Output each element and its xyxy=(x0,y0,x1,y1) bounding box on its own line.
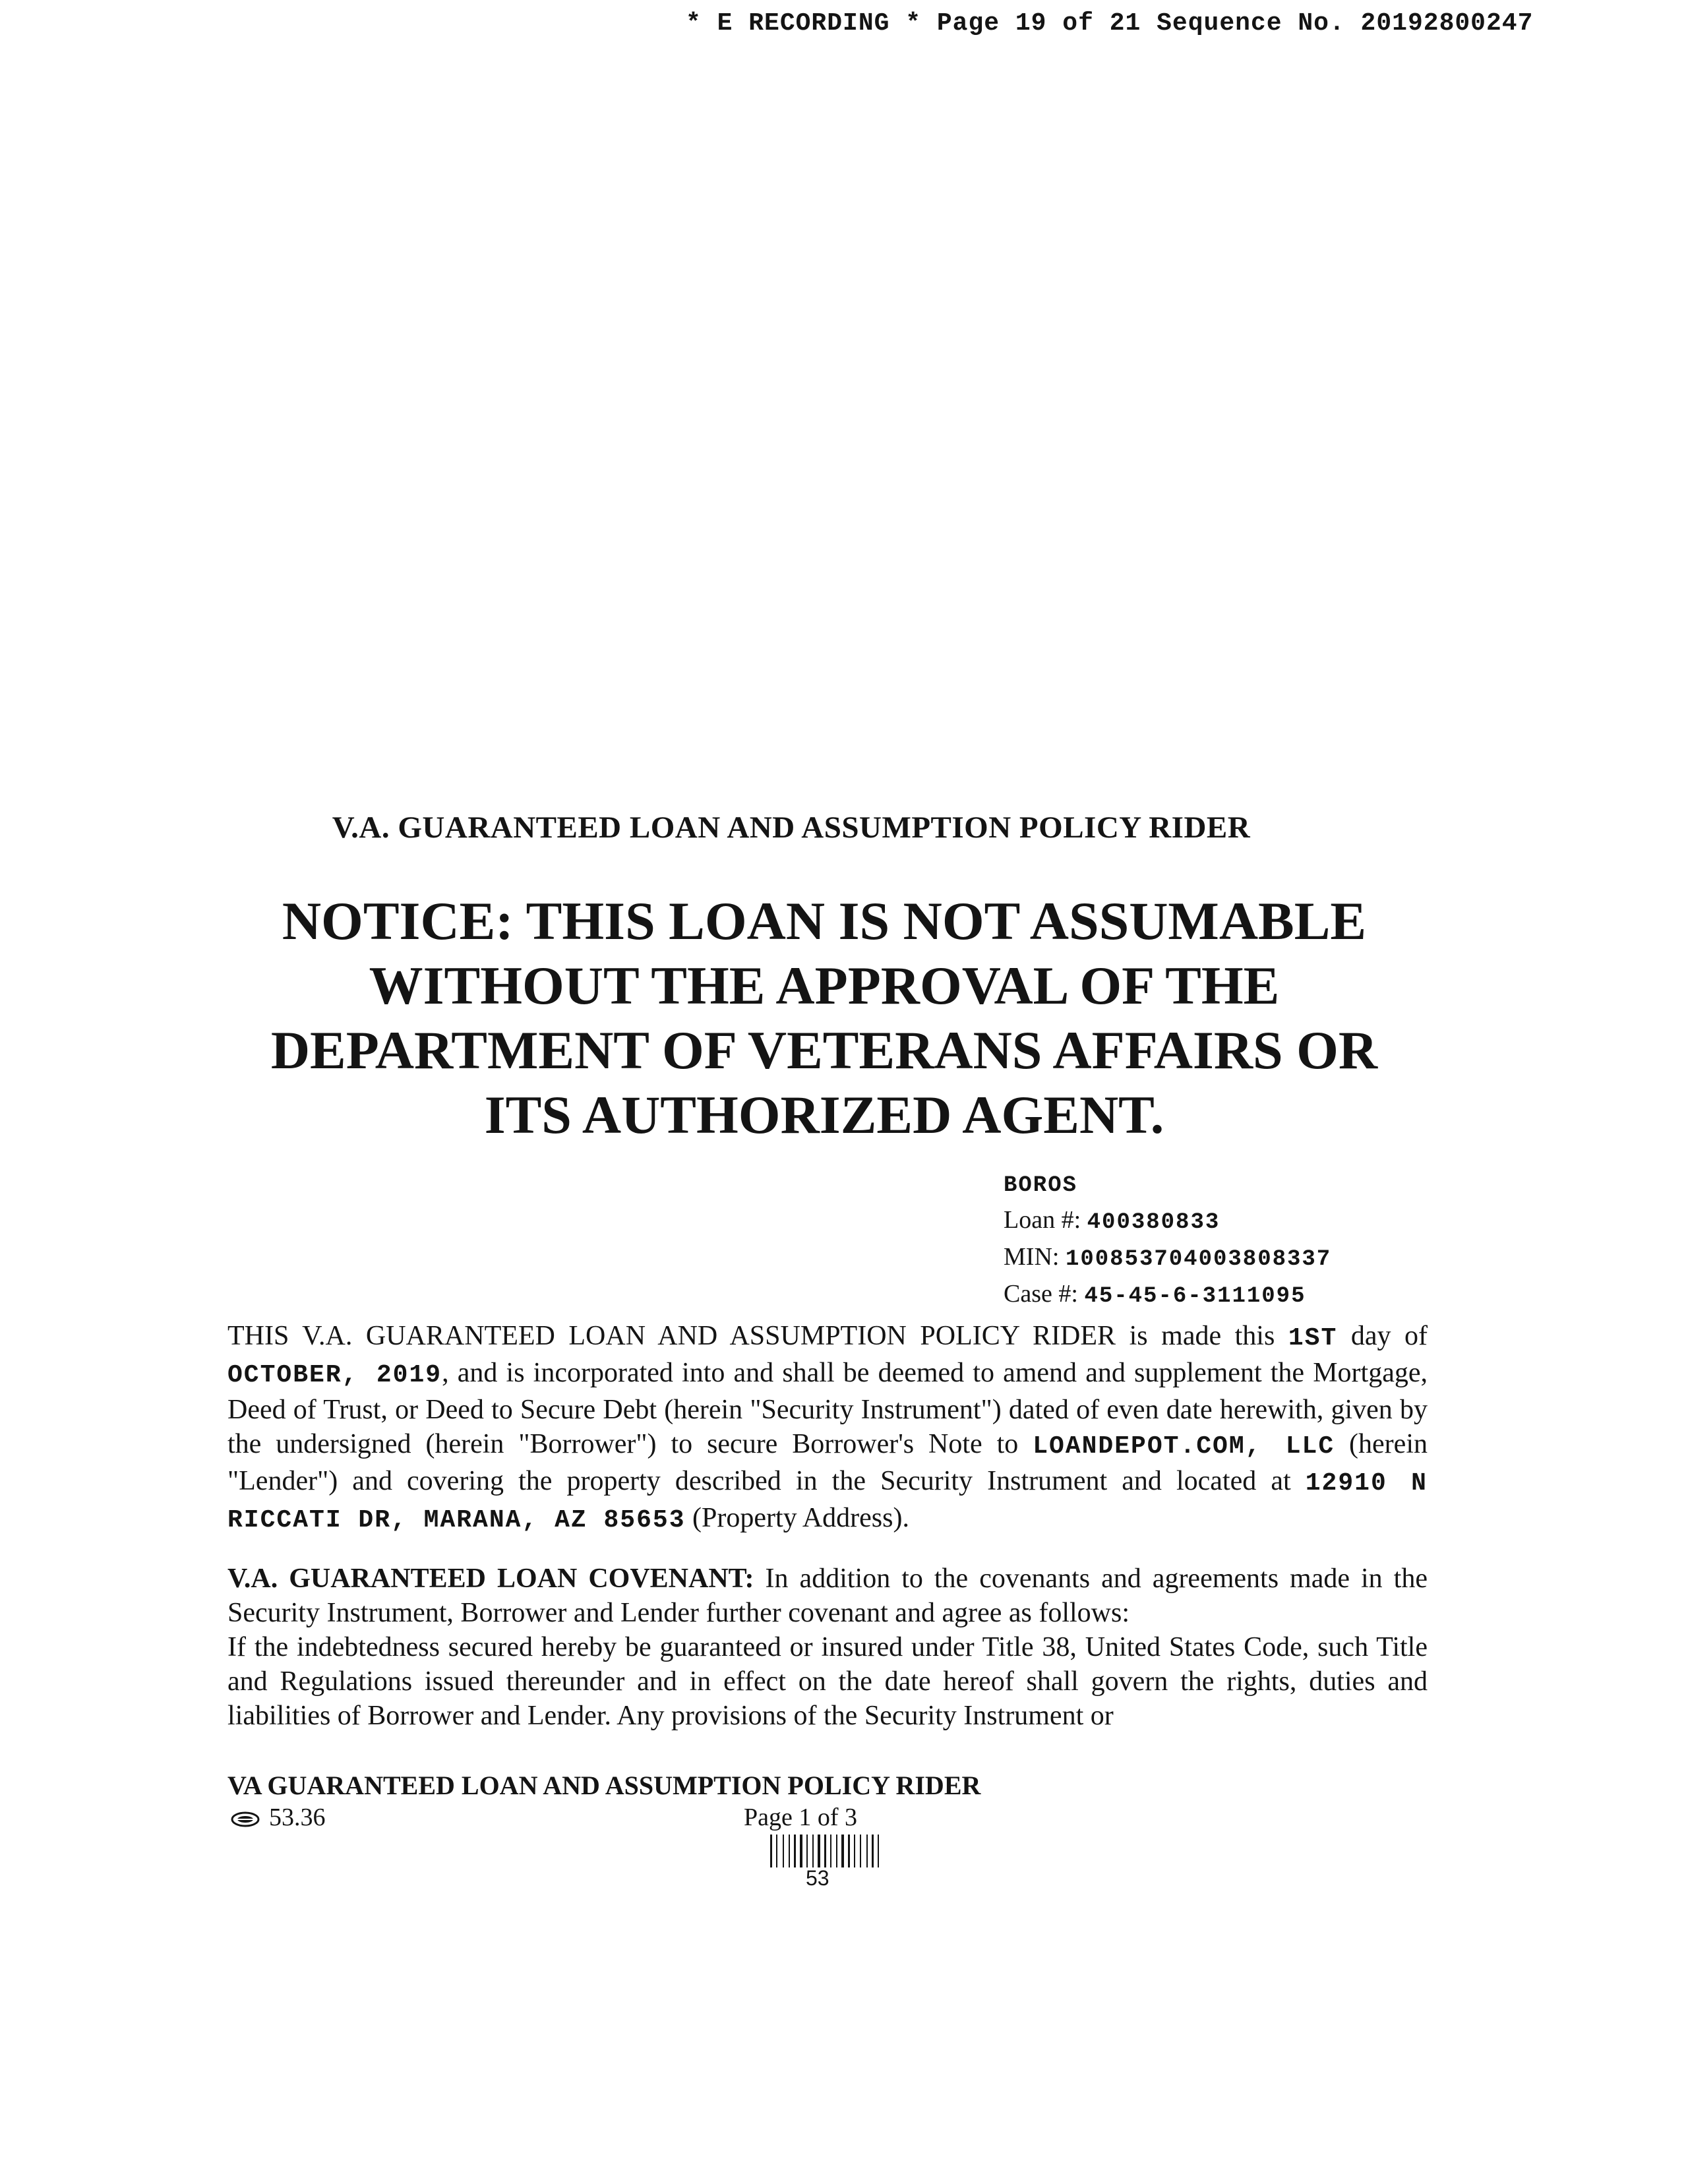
ellie-mae-logo-icon xyxy=(231,1811,260,1828)
footer-form-code xyxy=(231,1803,326,1832)
case-number-label: Case #: xyxy=(1004,1280,1078,1308)
barcode-bar xyxy=(789,1835,790,1867)
min-number: 100853704003808337 xyxy=(1065,1247,1332,1272)
footer-title: VA GUARANTEED LOAN AND ASSUMPTION POLICY RIDER xyxy=(227,1771,981,1800)
barcode-bar xyxy=(770,1835,772,1867)
page-number: Page 1 of 3 xyxy=(744,1804,858,1831)
barcode-bar xyxy=(824,1835,826,1867)
recording-header: * E RECORDING * Page 19 of 21 Sequence No. 20192800247 xyxy=(686,9,1534,38)
rider-date: OCTOBER, 2019 xyxy=(227,1361,442,1389)
notice-line-3: DEPARTMENT OF VETERANS AFFAIRS OR xyxy=(270,1020,1378,1080)
intro-text-3: , and is incorporated into and shall be deemed to amend and supplement the Mortgage, Deed of Trust, or Deed to Secure Debt (herein "Security Instrument") dated of even date herewith, given by the undersigned (herein "Borrower") to secure Borrower's Note to xyxy=(227,1358,1428,1459)
barcode-bar xyxy=(841,1835,844,1867)
barcode-bar xyxy=(783,1835,784,1867)
loan-number: 400380833 xyxy=(1087,1210,1221,1235)
borrower-name: BOROS xyxy=(1004,1173,1078,1198)
intro-text-2: day of xyxy=(1337,1321,1428,1351)
barcode xyxy=(770,1835,886,1867)
form-code-number: 53.36 xyxy=(269,1804,326,1831)
covenant-text-2: If the indebtedness secured hereby be guaranteed or insured under Title 38, United States Code, such Title and Regulations issued thereunder and in effect on the date hereof shall govern the rights, duties and liabilities of Borrower and Lender. Any provisions of the Security Instrument or xyxy=(227,1632,1428,1731)
covenant-text-1: In addition to the covenants and agreements made in the Security Instrument, Borrower and Lender further covenant and agree as follows: xyxy=(227,1563,1428,1628)
min-label: MIN: xyxy=(1004,1243,1060,1271)
barcode-bar xyxy=(848,1835,850,1867)
notice-line-1: NOTICE: THIS LOAN IS NOT ASSUMABLE xyxy=(282,891,1367,951)
barcode-bar xyxy=(866,1835,868,1867)
notice-line-4: ITS AUTHORIZED AGENT. xyxy=(484,1085,1164,1145)
barcode-number: 53 xyxy=(806,1866,829,1890)
barcode-bar xyxy=(854,1835,855,1867)
covenant-paragraph xyxy=(227,1562,1428,1733)
case-number: 45-45-6-3111095 xyxy=(1084,1284,1306,1309)
rider-day: 1ST xyxy=(1288,1324,1338,1352)
lender-name: LOANDEPOT.COM, LLC xyxy=(1033,1432,1335,1461)
barcode-bar xyxy=(878,1835,879,1867)
notice-line-2: WITHOUT THE APPROVAL OF THE xyxy=(369,956,1280,1016)
notice-block xyxy=(198,889,1451,1147)
intro-text-1: THIS V.A. GUARANTEED LOAN AND ASSUMPTION POLICY RIDER is made this xyxy=(227,1321,1288,1351)
barcode-bar xyxy=(830,1835,831,1867)
barcode-bar xyxy=(806,1835,808,1867)
barcode-bar xyxy=(872,1835,874,1867)
covenant-heading: V.A. GUARANTEED LOAN COVENANT: xyxy=(227,1563,754,1594)
barcode-bar xyxy=(794,1835,796,1867)
intro-text-4: (herein "Lender") and covering the property described in the Security Instrument and located at xyxy=(227,1429,1428,1496)
barcode-bar xyxy=(812,1835,814,1867)
barcode-bar xyxy=(800,1835,802,1867)
rider-title: V.A. GUARANTEED LOAN AND ASSUMPTION POLICY RIDER xyxy=(332,810,1251,845)
barcode-bar xyxy=(776,1835,777,1867)
rider-intro-paragraph xyxy=(227,1319,1428,1538)
barcode-bar xyxy=(836,1835,837,1867)
barcode-bar xyxy=(818,1835,820,1867)
intro-text-5: (Property Address). xyxy=(685,1503,909,1533)
barcode-bar xyxy=(860,1835,861,1867)
property-address: 12910 N RICCATI DR, MARANA, AZ 85653 xyxy=(227,1469,1428,1534)
loan-number-label: Loan #: xyxy=(1004,1206,1081,1234)
loan-info-block xyxy=(1004,1166,1331,1314)
